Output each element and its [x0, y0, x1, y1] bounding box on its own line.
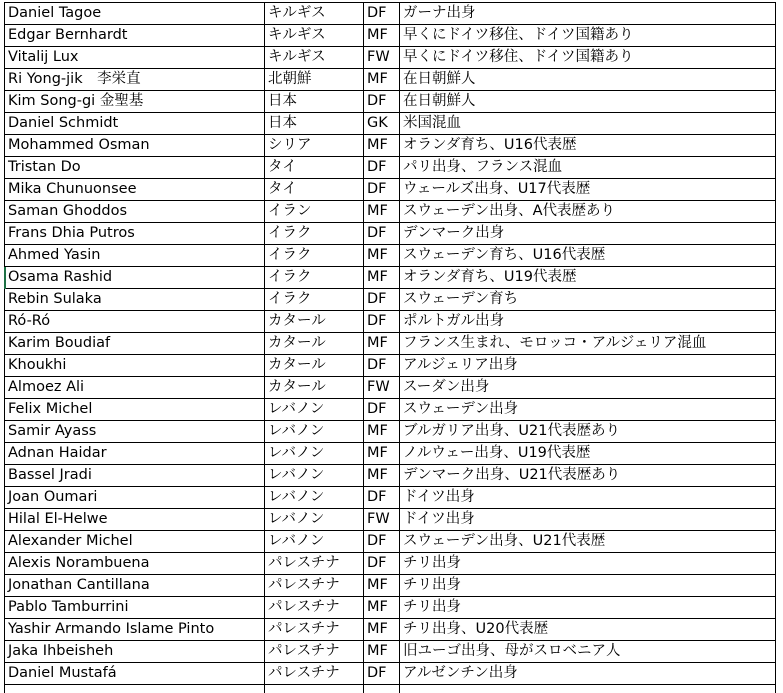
note-cell[interactable]: ガーナ出身	[400, 3, 776, 25]
name-cell[interactable]: Hilal El-Helwe	[5, 509, 265, 531]
position-cell[interactable]: MF	[364, 619, 400, 641]
name-cell[interactable]: Rebin Sulaka	[5, 289, 265, 311]
name-cell[interactable]: Almoez Ali	[5, 377, 265, 399]
position-cell[interactable]: DF	[364, 487, 400, 509]
position-cell[interactable]: DF	[364, 531, 400, 553]
name-cell[interactable]: Daniel Mustafá	[5, 663, 265, 685]
name-cell[interactable]: Edgar Bernhardt	[5, 25, 265, 47]
table-row	[5, 355, 776, 377]
note-cell[interactable]: チリ出身、U20代表歴	[400, 619, 776, 641]
country-cell[interactable]: イラク	[265, 245, 364, 267]
table-row	[5, 135, 776, 157]
note-cell[interactable]: スウェーデン育ち	[400, 289, 776, 311]
note-cell[interactable]: オランダ育ち、U16代表歴	[400, 135, 776, 157]
country-cell[interactable]: イラク	[265, 267, 364, 289]
country-cell[interactable]: パレスチナ	[265, 619, 364, 641]
name-cell[interactable]: Vitalij Lux	[5, 47, 265, 69]
name-cell[interactable]: Kim Song-gi 金聖基	[5, 91, 265, 113]
position-cell[interactable]: FW	[364, 509, 400, 531]
table-row	[5, 619, 776, 641]
note-cell[interactable]: オランダ育ち、U19代表歴	[400, 267, 776, 289]
country-cell[interactable]: パレスチナ	[265, 575, 364, 597]
note-cell[interactable]: 早くにドイツ移住、ドイツ国籍あり	[400, 25, 776, 47]
table-row	[5, 641, 776, 663]
table-row	[5, 289, 776, 311]
note-cell[interactable]: パリ出身、フランス混血	[400, 157, 776, 179]
name-cell[interactable]: Khoukhi	[5, 355, 265, 377]
position-cell[interactable]: DF	[364, 223, 400, 245]
country-cell[interactable]: パレスチナ	[265, 663, 364, 685]
table-row	[5, 311, 776, 333]
country-cell[interactable]: レバノン	[265, 465, 364, 487]
table-row	[5, 443, 776, 465]
table-row	[5, 267, 776, 289]
note-cell[interactable]: スウェーデン出身、A代表歴あり	[400, 201, 776, 223]
name-cell[interactable]: Daniel Schmidt	[5, 113, 265, 135]
position-cell[interactable]: DF	[364, 355, 400, 377]
note-cell[interactable]: ノルウェー出身、U19代表歴	[400, 443, 776, 465]
country-cell[interactable]: カタール	[265, 377, 364, 399]
table-row	[5, 465, 776, 487]
position-cell[interactable]: DF	[364, 289, 400, 311]
note-cell[interactable]: アルジェリア出身	[400, 355, 776, 377]
name-cell[interactable]: Alexis Norambuena	[5, 553, 265, 575]
empty-cell[interactable]	[364, 685, 400, 693]
table-row	[5, 91, 776, 113]
country-cell[interactable]: シリア	[265, 135, 364, 157]
country-cell[interactable]: イラク	[265, 289, 364, 311]
name-cell[interactable]: Frans Dhia Putros	[5, 223, 265, 245]
name-cell[interactable]: Saman Ghoddos	[5, 201, 265, 223]
country-cell[interactable]: レバノン	[265, 509, 364, 531]
country-cell[interactable]: レバノン	[265, 487, 364, 509]
note-cell[interactable]: デンマーク出身、U21代表歴あり	[400, 465, 776, 487]
position-cell[interactable]: DF	[364, 399, 400, 421]
country-cell[interactable]: キルギス	[265, 47, 364, 69]
position-cell[interactable]: MF	[364, 465, 400, 487]
country-cell[interactable]: カタール	[265, 355, 364, 377]
country-cell[interactable]: イラク	[265, 223, 364, 245]
table-row	[5, 157, 776, 179]
position-cell[interactable]: FW	[364, 47, 400, 69]
table-row	[5, 487, 776, 509]
country-cell[interactable]: レバノン	[265, 443, 364, 465]
name-cell[interactable]: Jonathan Cantillana	[5, 575, 265, 597]
note-cell[interactable]: 在日朝鮮人	[400, 69, 776, 91]
country-cell[interactable]: レバノン	[265, 421, 364, 443]
name-cell[interactable]: Karim Boudiaf	[5, 333, 265, 355]
position-cell[interactable]: MF	[364, 69, 400, 91]
player-table	[4, 2, 776, 693]
table-row	[5, 421, 776, 443]
table-row	[5, 333, 776, 355]
name-cell[interactable]: Ri Yong-jik 李栄直	[5, 69, 265, 91]
country-cell[interactable]: パレスチナ	[265, 597, 364, 619]
note-cell[interactable]: 旧ユーゴ出身、母がスロベニア人	[400, 641, 776, 663]
note-cell[interactable]: ブルガリア出身、U21代表歴あり	[400, 421, 776, 443]
country-cell[interactable]: 日本	[265, 91, 364, 113]
table-row	[5, 377, 776, 399]
table-row	[5, 69, 776, 91]
name-cell[interactable]: Ró-Ró	[5, 311, 265, 333]
name-cell[interactable]: Mika Chunuonsee	[5, 179, 265, 201]
note-cell[interactable]: スーダン出身	[400, 377, 776, 399]
table-row	[5, 399, 776, 421]
country-cell[interactable]: 日本	[265, 113, 364, 135]
table-row	[5, 113, 776, 135]
position-cell[interactable]: MF	[364, 267, 400, 289]
name-cell[interactable]: Samir Ayass	[5, 421, 265, 443]
empty-cell[interactable]	[5, 685, 265, 693]
table-row	[5, 509, 776, 531]
country-cell[interactable]: レバノン	[265, 399, 364, 421]
country-cell[interactable]: パレスチナ	[265, 553, 364, 575]
country-cell[interactable]: レバノン	[265, 531, 364, 553]
cell-selection-marker	[4, 267, 6, 289]
position-cell[interactable]: DF	[364, 157, 400, 179]
name-cell[interactable]: Jaka Ihbeisheh	[5, 641, 265, 663]
note-cell[interactable]: ドイツ出身	[400, 487, 776, 509]
country-cell[interactable]: カタール	[265, 311, 364, 333]
player-table-body	[5, 3, 776, 693]
country-cell[interactable]: キルギス	[265, 3, 364, 25]
note-cell[interactable]: スウェーデン育ち、U16代表歴	[400, 245, 776, 267]
name-cell[interactable]: Felix Michel	[5, 399, 265, 421]
position-cell[interactable]: DF	[364, 663, 400, 685]
table-row	[5, 201, 776, 223]
position-cell[interactable]: MF	[364, 135, 400, 157]
name-cell[interactable]: Alexander Michel	[5, 531, 265, 553]
table-row	[5, 47, 776, 69]
note-cell[interactable]: ドイツ出身	[400, 509, 776, 531]
position-cell[interactable]: MF	[364, 333, 400, 355]
position-cell[interactable]: FW	[364, 377, 400, 399]
table-row	[5, 663, 776, 685]
position-cell[interactable]: DF	[364, 91, 400, 113]
note-cell[interactable]: フランス生まれ、モロッコ・アルジェリア混血	[400, 333, 776, 355]
name-cell[interactable]: Pablo Tamburrini	[5, 597, 265, 619]
table-row-partial	[5, 685, 776, 693]
note-cell[interactable]: チリ出身	[400, 575, 776, 597]
note-cell[interactable]: スウェーデン出身	[400, 399, 776, 421]
note-cell[interactable]: ポルトガル出身	[400, 311, 776, 333]
country-cell[interactable]: タイ	[265, 179, 364, 201]
note-cell[interactable]: アルゼンチン出身	[400, 663, 776, 685]
position-cell[interactable]: DF	[364, 3, 400, 25]
position-cell[interactable]: MF	[364, 245, 400, 267]
name-cell[interactable]: Ahmed Yasin	[5, 245, 265, 267]
position-cell[interactable]: MF	[364, 25, 400, 47]
name-cell[interactable]: Joan Oumari	[5, 487, 265, 509]
position-cell[interactable]: MF	[364, 443, 400, 465]
table-row	[5, 3, 776, 25]
position-cell[interactable]: DF	[364, 311, 400, 333]
note-cell[interactable]: ウェールズ出身、U17代表歴	[400, 179, 776, 201]
note-cell[interactable]: 早くにドイツ移住、ドイツ国籍あり	[400, 47, 776, 69]
position-cell[interactable]: DF	[364, 553, 400, 575]
country-cell[interactable]: 北朝鮮	[265, 69, 364, 91]
name-cell[interactable]: Daniel Tagoe	[5, 3, 265, 25]
country-cell[interactable]: タイ	[265, 157, 364, 179]
empty-cell[interactable]	[265, 685, 364, 693]
position-cell[interactable]: MF	[364, 641, 400, 663]
name-cell[interactable]: Bassel Jradi	[5, 465, 265, 487]
table-row	[5, 25, 776, 47]
country-cell[interactable]: キルギス	[265, 25, 364, 47]
name-cell[interactable]: Tristan Do	[5, 157, 265, 179]
sheet-right-edge	[776, 0, 783, 691]
table-row	[5, 553, 776, 575]
note-cell[interactable]: 米国混血	[400, 113, 776, 135]
note-cell[interactable]: デンマーク出身	[400, 223, 776, 245]
position-cell[interactable]: MF	[364, 421, 400, 443]
table-row	[5, 179, 776, 201]
note-cell[interactable]: チリ出身	[400, 597, 776, 619]
name-cell[interactable]: Adnan Haidar	[5, 443, 265, 465]
table-row	[5, 245, 776, 267]
note-cell[interactable]: スウェーデン出身、U21代表歴	[400, 531, 776, 553]
note-cell[interactable]: 在日朝鮮人	[400, 91, 776, 113]
name-cell[interactable]: Osama Rashid	[5, 267, 265, 289]
position-cell[interactable]: GK	[364, 113, 400, 135]
position-cell[interactable]: MF	[364, 597, 400, 619]
position-cell[interactable]: MF	[364, 201, 400, 223]
name-cell[interactable]: Yashir Armando Islame Pinto	[5, 619, 265, 641]
position-cell[interactable]: DF	[364, 179, 400, 201]
table-row	[5, 597, 776, 619]
country-cell[interactable]: パレスチナ	[265, 641, 364, 663]
country-cell[interactable]: イラン	[265, 201, 364, 223]
empty-cell[interactable]	[400, 685, 776, 693]
table-row	[5, 531, 776, 553]
table-row	[5, 575, 776, 597]
position-cell[interactable]: MF	[364, 575, 400, 597]
table-row	[5, 223, 776, 245]
country-cell[interactable]: カタール	[265, 333, 364, 355]
note-cell[interactable]: チリ出身	[400, 553, 776, 575]
name-cell[interactable]: Mohammed Osman	[5, 135, 265, 157]
